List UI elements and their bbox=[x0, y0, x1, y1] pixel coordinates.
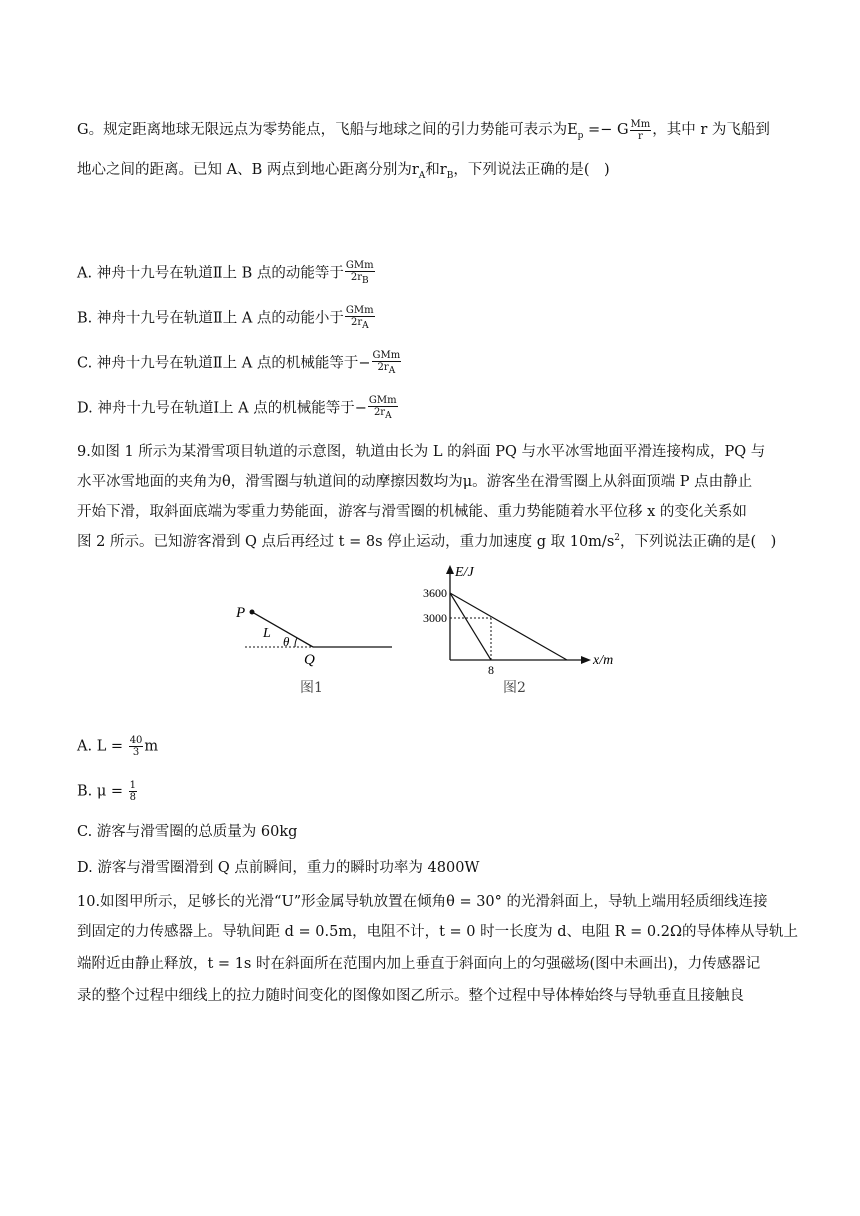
q8-text: 和r bbox=[425, 162, 447, 178]
den-text: 2r bbox=[350, 317, 363, 328]
frac-den: r bbox=[638, 130, 643, 142]
q8-fraction bbox=[630, 119, 652, 142]
figure-1-caption: 图1 bbox=[300, 680, 323, 696]
option-text: A. 神舟十九号在轨道Ⅱ上 B 点的动能等于 bbox=[77, 265, 344, 282]
q8-text: ，其中 r 为飞船到 bbox=[652, 122, 770, 138]
y-axis-label: E/J bbox=[455, 565, 474, 580]
option-text: B. 神舟十九号在轨道Ⅱ上 A 点的动能小于 bbox=[77, 310, 344, 327]
tick-8: 8 bbox=[488, 663, 494, 677]
q8-option-b[interactable] bbox=[77, 305, 376, 332]
x-axis-label: x/m bbox=[593, 653, 614, 668]
angle-arc bbox=[295, 638, 297, 647]
q8-stem-line-1 bbox=[77, 118, 770, 142]
figure-1-slope-diagram bbox=[225, 600, 400, 700]
tick-3600: 3600 bbox=[423, 586, 447, 600]
q8-text: =− G bbox=[583, 122, 629, 138]
option-fraction bbox=[372, 350, 402, 377]
option-fraction bbox=[129, 780, 137, 803]
frac-num: GMm bbox=[372, 350, 401, 361]
q9-option-b[interactable] bbox=[77, 780, 138, 803]
q10-stem-line-3: 端附近由静止释放，t = 1s 时在斜面所在范围内加上垂直于斜面向上的匀强磁场(图中未画出)，力传感器记 bbox=[77, 956, 761, 972]
q9-option-a[interactable] bbox=[77, 735, 158, 758]
frac-den: 8 bbox=[129, 792, 137, 803]
option-text: A. L = bbox=[77, 738, 124, 755]
frac-den bbox=[345, 317, 375, 332]
figure-2-caption: 图2 bbox=[503, 680, 526, 696]
frac-num: 1 bbox=[129, 780, 137, 791]
q8-option-a[interactable] bbox=[77, 260, 376, 287]
frac-num: Mm bbox=[630, 118, 651, 130]
q8-text: G。规定距离地球无限远点为零势能点，飞船与地球之间的引力势能可表示为E bbox=[77, 122, 578, 138]
q8-text: 地心之间的距离。已知 A、B 两点到地心距离分别为r bbox=[77, 162, 419, 178]
option-unit: m bbox=[144, 738, 159, 755]
frac-num: GMm bbox=[345, 260, 374, 271]
option-fraction bbox=[368, 395, 398, 422]
q9-option-c[interactable]: C. 游客与滑雪圈的总质量为 60kg bbox=[77, 824, 298, 840]
q8-stem-line-2 bbox=[77, 158, 610, 181]
mechanical-energy-line bbox=[450, 593, 567, 660]
frac-den bbox=[372, 362, 402, 377]
q9-stem-line-2: 水平冰雪地面的夹角为θ，滑雪圈与轨道间的动摩擦因数均为μ。游客坐在滑雪圈上从斜面顶端 P 点由静止 bbox=[77, 474, 753, 490]
option-fraction bbox=[129, 735, 144, 758]
q9-stem-line-4 bbox=[77, 530, 776, 551]
den-sub: A bbox=[388, 366, 396, 376]
q8-sub: A bbox=[418, 170, 426, 181]
den-sub: B bbox=[362, 276, 369, 286]
q9-stem-line-3: 开始下滑，取斜面底端为零重力势能面，游客与滑雪圈的机械能、重力势能随着水平位移 x 的变化关系如 bbox=[77, 504, 747, 520]
frac-den bbox=[345, 272, 375, 287]
q8-option-c[interactable] bbox=[77, 350, 402, 377]
frac-num: GMm bbox=[368, 395, 397, 406]
y-axis-arrow bbox=[446, 565, 454, 574]
q10-stem-line-2: 到固定的力传感器上。导轨间距 d = 0.5m，电阻不计，t = 0 时一长度为 d、电阻 R = 0.2Ω的导体棒从导轨上 bbox=[77, 924, 798, 940]
q9-text: ，下列说法正确的是( ) bbox=[620, 534, 777, 550]
label-q: Q bbox=[304, 652, 315, 668]
den-text: 2r bbox=[350, 272, 363, 283]
q9-sup: 2 bbox=[614, 533, 620, 544]
q8-text: ，下列说法正确的是( ) bbox=[453, 162, 610, 178]
q8-sub: p bbox=[577, 130, 584, 141]
x-axis-arrow bbox=[581, 656, 591, 664]
frac-num: GMm bbox=[345, 305, 374, 316]
q9-option-d[interactable]: D. 游客与滑雪圈滑到 Q 点前瞬间，重力的瞬时功率为 4800W bbox=[77, 860, 480, 876]
option-text: C. 神舟十九号在轨道Ⅱ上 A 点的机械能等于− bbox=[77, 355, 371, 372]
frac-den bbox=[368, 407, 398, 422]
figure-2-energy-graph bbox=[405, 560, 630, 700]
frac-num: 40 bbox=[129, 735, 143, 746]
option-fraction bbox=[345, 260, 375, 287]
den-text: 2r bbox=[377, 362, 389, 373]
potential-energy-line bbox=[450, 593, 491, 660]
q10-stem-line-1: 10.如图甲所示，足够长的光滑“U”形金属导轨放置在倾角θ = 30° 的光滑斜面上，导轨上端用轻质细线连接 bbox=[77, 894, 768, 910]
option-text: B. μ = bbox=[77, 783, 124, 800]
q8-option-d[interactable] bbox=[77, 395, 399, 422]
den-text: 2r bbox=[373, 407, 386, 418]
label-theta: θ bbox=[283, 634, 290, 649]
frac-den: 3 bbox=[132, 747, 140, 758]
q10-stem-line-4: 录的整个过程中细线上的拉力随时间变化的图像如图乙所示。整个过程中导体棒始终与导轨垂直且接触良 bbox=[77, 988, 744, 1004]
option-fraction bbox=[345, 305, 375, 332]
tick-3000: 3000 bbox=[423, 611, 447, 625]
q8-sub: B bbox=[446, 170, 454, 181]
label-p: P bbox=[236, 605, 246, 621]
den-sub: A bbox=[362, 321, 369, 331]
label-l: L bbox=[263, 626, 271, 641]
q9-text: 图 2 所示。已知游客滑到 Q 点后再经过 t = 8s 停止运动，重力加速度 g 取 10m/s bbox=[77, 534, 615, 550]
den-sub: A bbox=[385, 411, 392, 421]
q9-stem-line-1: 9.如图 1 所示为某滑雪项目轨道的示意图，轨道由长为 L 的斜面 PQ 与水平冰雪地面平滑连接构成，PQ 与 bbox=[77, 444, 766, 460]
option-text: D. 神舟十九号在轨道Ⅰ上 A 点的机械能等于− bbox=[77, 400, 367, 417]
